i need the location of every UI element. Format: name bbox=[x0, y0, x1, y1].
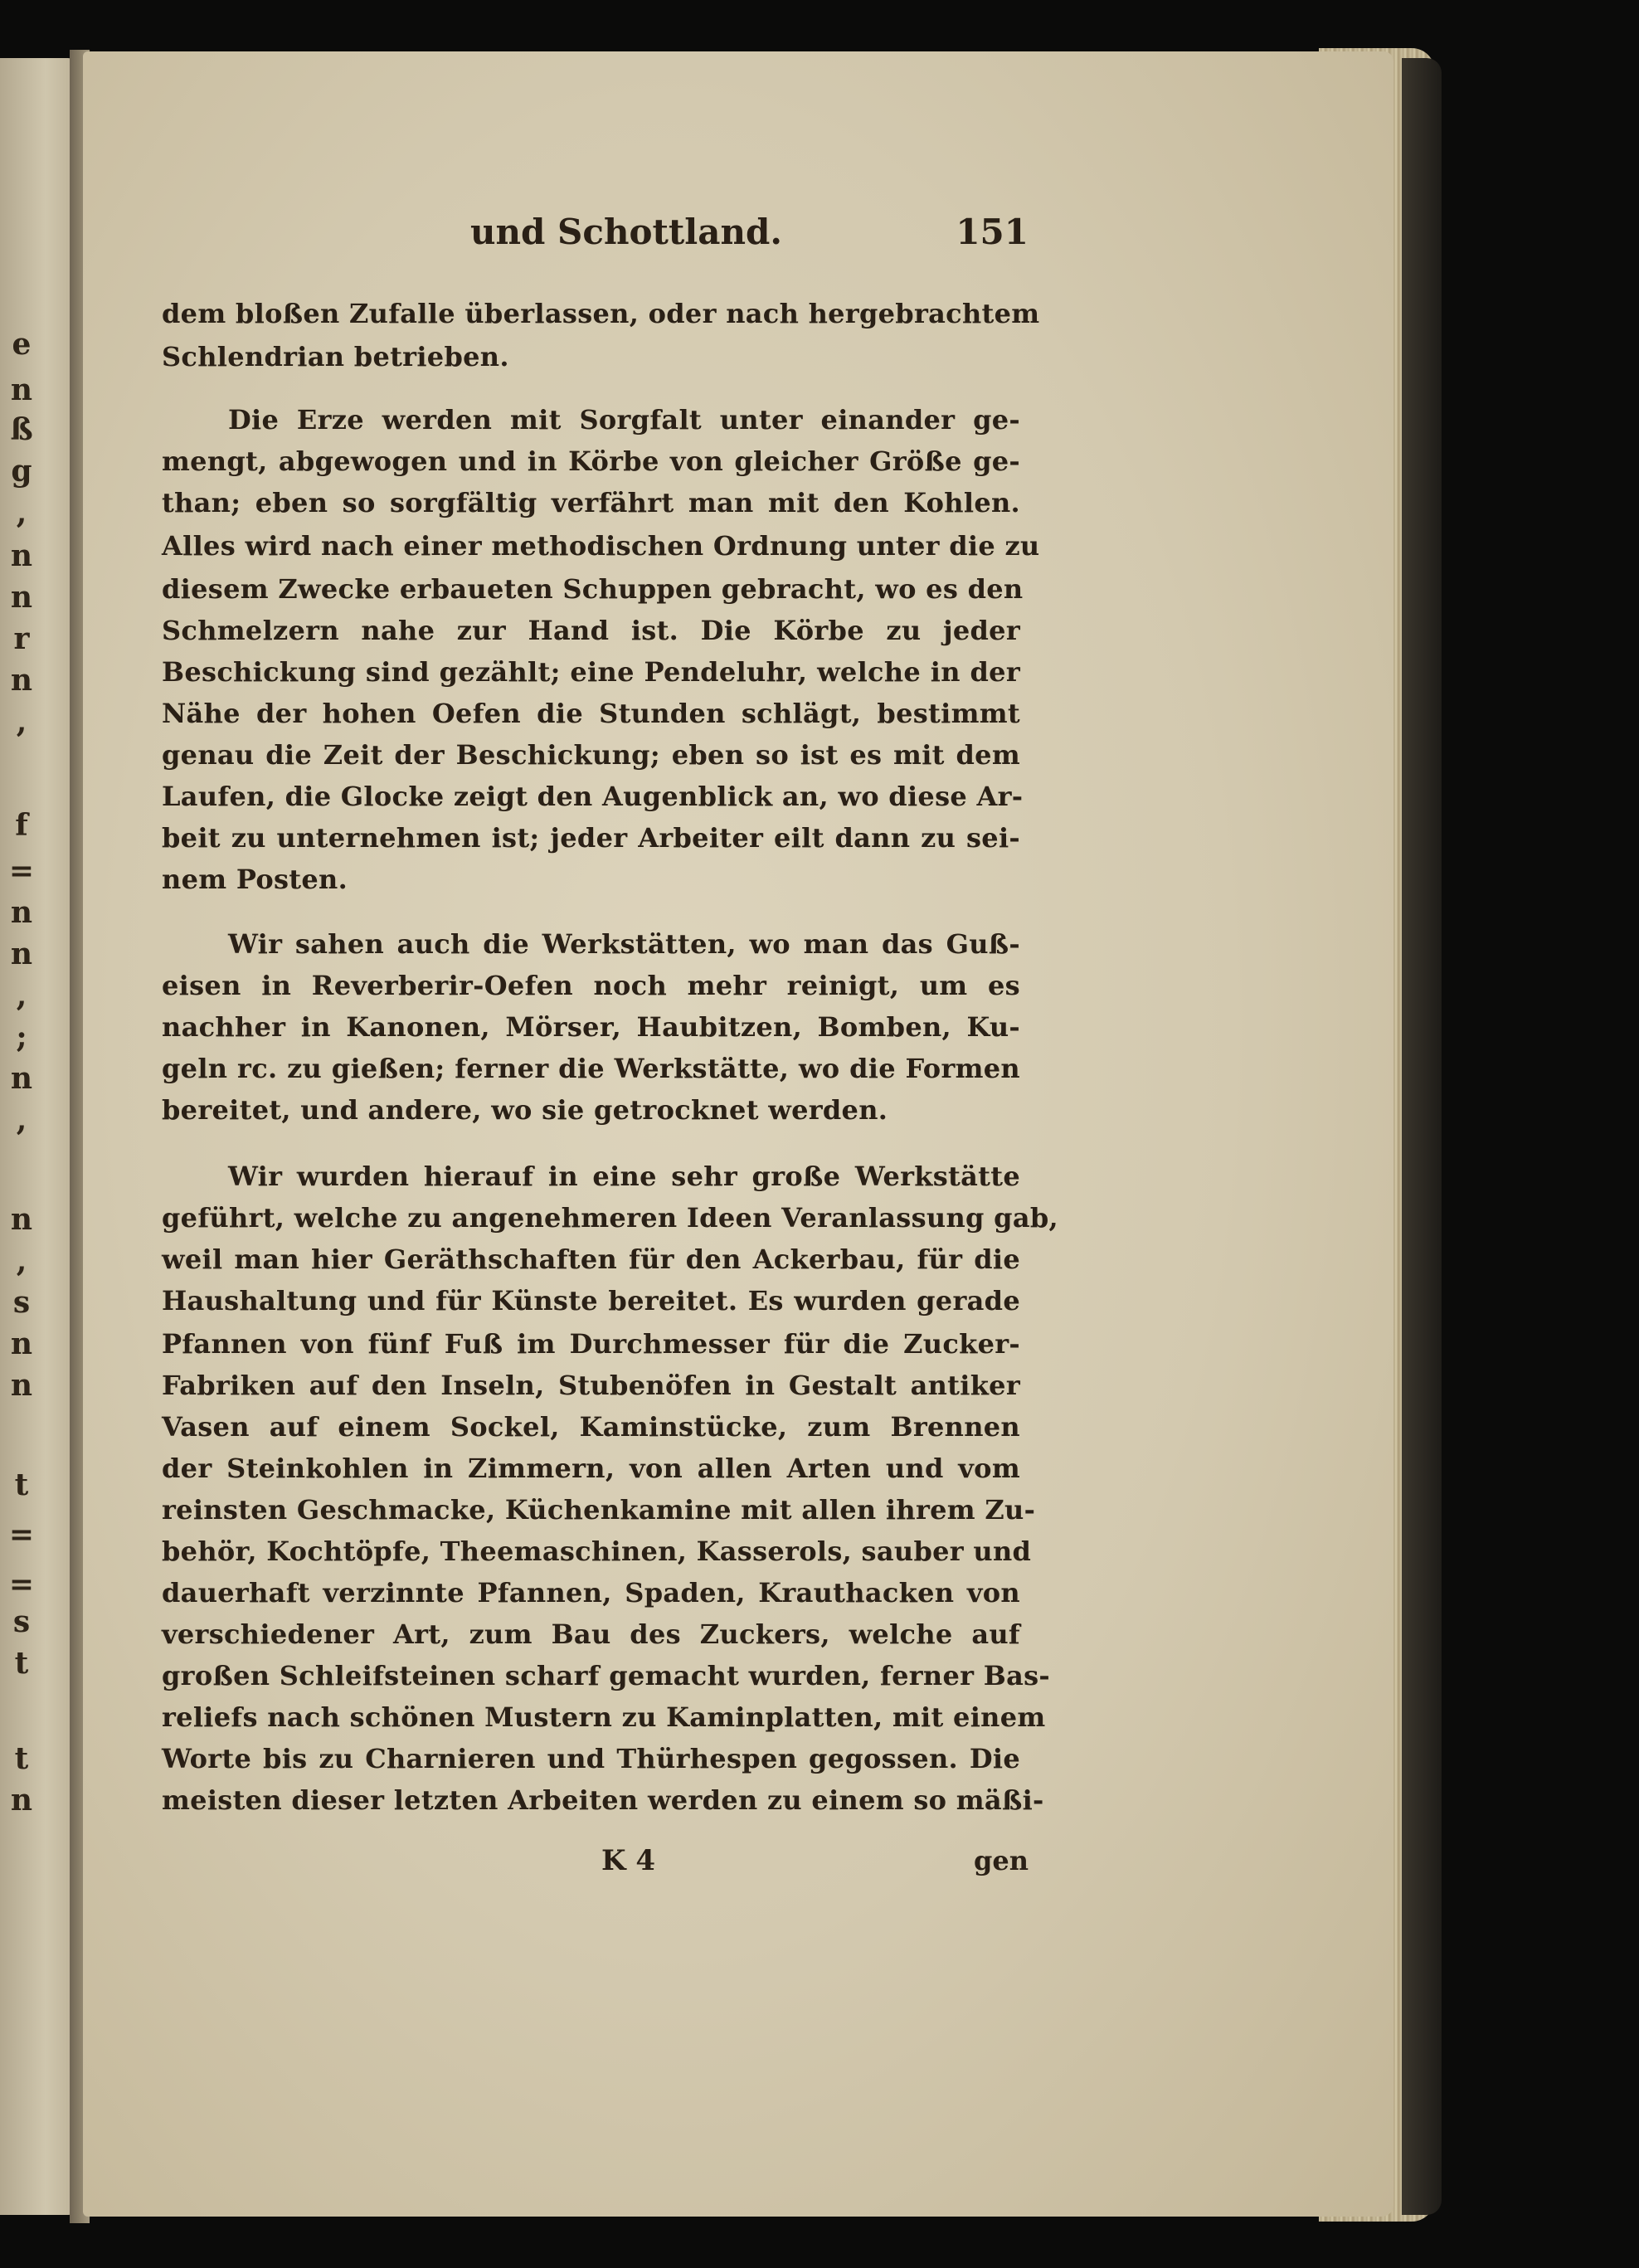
text-line: verschiedener Art, zum Bau des Zuckers, welche auf bbox=[162, 1618, 1020, 1650]
left-page-letter: = bbox=[8, 1517, 35, 1552]
text-line: der Steinkohlen in Zimmern, von allen Arten und vom bbox=[162, 1453, 1020, 1484]
left-page-letter: , bbox=[16, 704, 27, 739]
text-line: bereitet, und andere, wo sie getrocknet werden. bbox=[162, 1094, 888, 1126]
left-page-letter: n bbox=[10, 580, 33, 615]
text-line: Schmelzern nahe zur Hand ist. Die Körbe zu jeder bbox=[162, 615, 1020, 646]
text-line: geln rc. zu gießen; ferner die Werkstätte, wo die Formen bbox=[162, 1053, 1020, 1084]
text-line: diesem Zwecke erbaueten Schuppen gebracht, wo es den bbox=[162, 573, 1024, 605]
text-line: Worte bis zu Charnieren und Thürhespen gegossen. Die bbox=[162, 1743, 1020, 1774]
left-page-letter: = bbox=[8, 1567, 35, 1602]
left-page-letter: g bbox=[11, 454, 32, 489]
left-page-letter: , bbox=[16, 978, 27, 1013]
text-line: eisen in Reverberir-Oefen noch mehr reinigt, um es bbox=[162, 970, 1020, 1001]
text-line: beit zu unternehmen ist; jeder Arbeiter eilt dann zu sei- bbox=[162, 822, 1020, 854]
left-page-letter: t bbox=[14, 1467, 29, 1502]
text-line: Beschickung sind gezählt; eine Pendeluhr, welche in der bbox=[162, 656, 1020, 688]
text-line: großen Schleifsteinen scharf gemacht wurden, ferner Bas- bbox=[162, 1660, 1051, 1691]
left-page-letter: = bbox=[8, 854, 35, 888]
left-page-letter: t bbox=[14, 1741, 29, 1776]
left-page-letter: n bbox=[10, 1326, 33, 1361]
running-title: und Schottland. bbox=[469, 212, 782, 252]
left-page-letter: n bbox=[10, 1783, 33, 1818]
text-line: geführt, welche zu angenehmeren Ideen Veranlassung gab, bbox=[162, 1202, 1058, 1234]
text-line: nachher in Kanonen, Mörser, Haubitzen, Bomben, Ku- bbox=[162, 1011, 1020, 1043]
text-line: reinsten Geschmacke, Küchenkamine mit allen ihrem Zu- bbox=[162, 1494, 1036, 1526]
text-line: behör, Kochtöpfe, Theemaschinen, Kasserols, sauber und bbox=[162, 1536, 1032, 1567]
text-line: reliefs nach schönen Mustern zu Kaminplatten, mit einem bbox=[162, 1701, 1046, 1733]
text-line: Alles wird nach einer methodischen Ordnung unter die zu bbox=[162, 530, 1040, 562]
left-page-letter: n bbox=[10, 1202, 33, 1237]
text-line: Pfannen von fünf Fuß im Durchmesser für die Zucker- bbox=[162, 1328, 1020, 1360]
left-page-letter: n bbox=[10, 372, 33, 407]
text-line: mengt, abgewogen und in Körbe von gleicher Größe ge- bbox=[162, 445, 1020, 477]
left-page-letter: t bbox=[14, 1646, 29, 1681]
left-page-letter: r bbox=[13, 621, 30, 656]
text-line: genau die Zeit der Beschickung; eben so ist es mit dem bbox=[162, 739, 1020, 771]
left-page-letter: n bbox=[10, 895, 33, 930]
text-line: meisten dieser letzten Arbeiten werden zu einem so mäßi- bbox=[162, 1784, 1044, 1816]
text-line: than; eben so sorgfältig verfährt man mit den Kohlen. bbox=[162, 487, 1020, 518]
text-line: nem Posten. bbox=[162, 864, 348, 895]
left-page-letter: n bbox=[10, 538, 33, 573]
left-page-letter: e bbox=[12, 327, 32, 362]
left-page-letter: n bbox=[10, 663, 33, 698]
left-page-letter: ß bbox=[10, 412, 33, 447]
text-line: Haushaltung und für Künste bereitet. Es wurden gerade bbox=[162, 1285, 1020, 1317]
text-line: Laufen, die Glocke zeigt den Augenblick an, wo diese Ar- bbox=[162, 781, 1024, 812]
left-page-letter: ; bbox=[16, 1020, 27, 1054]
left-page-letter: n bbox=[10, 937, 33, 971]
text-line: Vasen auf einem Sockel, Kaminstücke, zum Brennen bbox=[162, 1411, 1020, 1443]
book-cover-edge bbox=[1402, 58, 1442, 2215]
left-page-letter: s bbox=[12, 1285, 31, 1320]
left-page-letter: , bbox=[16, 1102, 27, 1137]
left-page-letter: n bbox=[10, 1368, 33, 1403]
text-line: dem bloßen Zufalle überlassen, oder nach hergebrachtem bbox=[162, 298, 1040, 329]
left-page-letter: s bbox=[12, 1604, 31, 1639]
text-line: Wir wurden hierauf in eine sehr große Werkstätte bbox=[228, 1161, 1020, 1192]
text-line: Schlendrian betrieben. bbox=[162, 341, 509, 372]
text-line: Die Erze werden mit Sorgfalt unter einander ge- bbox=[228, 404, 1020, 436]
left-page-letter: f bbox=[15, 808, 28, 843]
left-page-letter: , bbox=[16, 1244, 27, 1278]
signature-mark: K 4 bbox=[601, 1844, 656, 1877]
catchword: gen bbox=[974, 1845, 1029, 1876]
left-page-letter: n bbox=[10, 1061, 33, 1096]
text-line: Fabriken auf den Inseln, Stubenöfen in Gestalt antiker bbox=[162, 1370, 1020, 1401]
text-line: dauerhaft verzinnte Pfannen, Spaden, Krauthacken von bbox=[162, 1577, 1020, 1609]
text-line: weil man hier Geräthschaften für den Ackerbau, für die bbox=[162, 1244, 1020, 1275]
text-line: Nähe der hohen Oefen die Stunden schlägt, bestimmt bbox=[162, 698, 1020, 729]
text-line: Wir sahen auch die Werkstätten, wo man das Guß- bbox=[228, 928, 1020, 960]
left-page-letter: , bbox=[16, 495, 27, 530]
page-number: 151 bbox=[956, 212, 1029, 252]
